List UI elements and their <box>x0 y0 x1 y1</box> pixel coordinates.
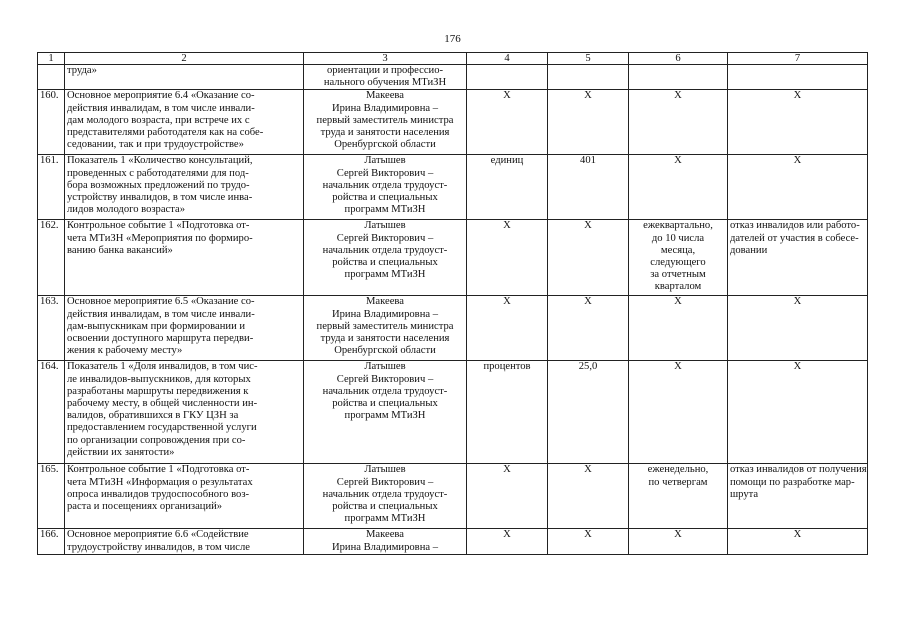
row-number: 161. <box>38 155 65 220</box>
column-number: 3 <box>304 53 467 65</box>
cell-line: Сергей Викторович – <box>336 232 434 244</box>
risk-note <box>728 464 868 529</box>
cell-line: рабочему месту, в общей численности ин- <box>67 398 258 410</box>
risk-note <box>728 529 868 555</box>
cell-line: X <box>793 296 802 308</box>
deadline <box>629 296 728 361</box>
item-description <box>65 65 304 90</box>
cell-line: X <box>674 361 682 373</box>
responsible-person <box>304 65 467 90</box>
cell-line: действия инвалидам, в том числе инвали- <box>67 308 255 320</box>
column-number: 2 <box>65 53 304 65</box>
deadline <box>629 90 728 155</box>
cell-line: Оренбургской области <box>334 139 436 151</box>
row-number: 163. <box>38 296 65 361</box>
cell-line: отказ инвалидов от получения <box>730 464 867 476</box>
cell-line: Латышев <box>364 464 406 476</box>
cell-line: отказ инвалидов или работо- <box>730 220 860 232</box>
cell-line: труда» <box>67 65 97 76</box>
deadline <box>629 65 728 90</box>
cell-line: чета МТиЗН «Информация о результатах <box>67 476 253 488</box>
cell-line: труда и занятости населения <box>320 127 450 139</box>
column-number: 7 <box>728 53 868 65</box>
cell-line: раста и посещениях организаций» <box>67 501 223 513</box>
item-description <box>65 529 304 555</box>
cell-line: по организации сопровождения при со- <box>67 434 246 446</box>
cell-line: предоставлением государственной услуги <box>67 422 257 434</box>
table-row <box>38 464 868 529</box>
risk-note <box>728 220 868 296</box>
cell-line: кварталом <box>654 281 702 293</box>
unit-of-measure <box>467 220 548 296</box>
cell-line: по четвергам <box>648 476 708 488</box>
cell-line: процентов <box>483 361 531 373</box>
row-number: 160. <box>38 90 65 155</box>
cell-line: Ирина Владимировна – <box>331 102 439 114</box>
cell-line: помощи по разработке мар- <box>730 476 855 488</box>
row-number: 164. <box>38 361 65 464</box>
row-number: 165. <box>38 464 65 529</box>
cell-line: начальник отдела трудоуст- <box>322 385 448 397</box>
cell-line: Основное мероприятие 6.5 «Оказание со- <box>67 296 255 308</box>
cell-line: единиц <box>490 155 524 167</box>
cell-line: начальник отдела трудоуст- <box>322 488 448 500</box>
row-number <box>38 65 65 90</box>
cell-line: Сергей Викторович – <box>336 373 434 385</box>
cell-line: X <box>793 155 802 167</box>
unit-of-measure <box>467 65 548 90</box>
cell-line: Оренбургской области <box>334 345 436 357</box>
cell-line: X <box>674 529 682 541</box>
item-description <box>65 464 304 529</box>
cell-line: Ирина Владимировна – <box>331 308 439 320</box>
cell-line: 25,0 <box>578 361 598 373</box>
item-description <box>65 90 304 155</box>
cell-line: следующего <box>650 257 706 269</box>
cell-line: чета МТиЗН «Мероприятия по формиро- <box>67 232 253 244</box>
cell-line: Латышев <box>364 361 406 373</box>
cell-line: ройства и специальных <box>332 192 438 204</box>
cell-line: Латышев <box>364 155 406 167</box>
cell-line: ориентации и профессио- <box>326 65 444 76</box>
responsible-person <box>304 529 467 555</box>
cell-line: программ МТиЗН <box>344 269 426 281</box>
cell-line: начальник отдела трудоуст- <box>322 179 448 191</box>
item-description <box>65 220 304 296</box>
deadline <box>629 361 728 464</box>
cell-line: X <box>793 361 802 373</box>
cell-line: X <box>584 529 592 541</box>
cell-line: седовании, так и при трудоустройстве» <box>67 139 244 151</box>
column-number: 4 <box>467 53 548 65</box>
cell-line: X <box>584 90 592 102</box>
unit-of-measure <box>467 361 548 464</box>
cell-line: первый заместитель министра <box>316 114 454 126</box>
cell-line: Основное мероприятие 6.6 «Содействие <box>67 529 249 541</box>
unit-of-measure <box>467 90 548 155</box>
risk-note <box>728 65 868 90</box>
target-value <box>548 220 629 296</box>
cell-line: жения к рабочему месту» <box>67 345 183 357</box>
cell-line: Показатель 1 «Доля инвалидов, в том чис- <box>67 361 258 373</box>
target-value <box>548 464 629 529</box>
cell-line: Сергей Викторович – <box>336 476 434 488</box>
cell-line: X <box>793 90 802 102</box>
cell-line: довании <box>730 244 768 256</box>
target-value <box>548 90 629 155</box>
table-row <box>38 296 868 361</box>
cell-line: Контрольное событие 1 «Подготовка от- <box>67 464 250 476</box>
table-row <box>38 90 868 155</box>
cell-line: программ МТиЗН <box>344 513 426 525</box>
table-row <box>38 155 868 220</box>
responsible-person <box>304 155 467 220</box>
cell-line: первый заместитель министра <box>316 320 454 332</box>
cell-line: X <box>674 155 682 167</box>
cell-line: валидов, обратившихся в ГКУ ЦЗН за <box>67 410 239 422</box>
deadline <box>629 155 728 220</box>
column-number-row <box>38 53 868 65</box>
cell-line: устройству инвалидов, в том числе инва- <box>67 192 253 204</box>
risk-note <box>728 361 868 464</box>
cell-line: Макеева <box>366 296 404 308</box>
risk-note <box>728 90 868 155</box>
cell-line: Сергей Викторович – <box>336 167 434 179</box>
cell-line: ройства и специальных <box>332 257 438 269</box>
cell-line: ежеквартально, <box>643 220 713 232</box>
deadline <box>629 464 728 529</box>
cell-line: Латышев <box>364 220 406 232</box>
unit-of-measure <box>467 155 548 220</box>
cell-line: бора возможных предложений по трудо- <box>67 179 250 191</box>
cell-line: начальник отдела трудоуст- <box>322 244 448 256</box>
target-value <box>548 529 629 555</box>
table-row <box>38 361 868 464</box>
cell-line: представителями работодателя как на собе- <box>67 127 264 139</box>
target-value <box>548 155 629 220</box>
cell-line: Ирина Владимировна – <box>331 541 439 553</box>
risk-note <box>728 296 868 361</box>
cell-line: X <box>674 296 682 308</box>
unit-of-measure <box>467 296 548 361</box>
item-description <box>65 361 304 464</box>
cell-line: ройства и специальных <box>332 398 438 410</box>
row-number: 166. <box>38 529 65 555</box>
cell-line: Показатель 1 «Количество консультаций, <box>67 155 253 167</box>
item-description <box>65 296 304 361</box>
cell-line: X <box>584 296 592 308</box>
target-value <box>548 65 629 90</box>
responsible-person <box>304 296 467 361</box>
column-number: 6 <box>629 53 728 65</box>
program-table <box>37 52 868 555</box>
responsible-person <box>304 90 467 155</box>
column-number: 1 <box>38 53 65 65</box>
cell-line: X <box>503 296 511 308</box>
responsible-person <box>304 361 467 464</box>
cell-line: месяца, <box>660 244 696 256</box>
target-value <box>548 361 629 464</box>
cell-line: 401 <box>580 155 596 167</box>
row-number: 162. <box>38 220 65 296</box>
cell-line: X <box>674 90 682 102</box>
column-number: 5 <box>548 53 629 65</box>
cell-line: X <box>503 529 511 541</box>
cell-line: программ МТиЗН <box>344 410 426 422</box>
item-description <box>65 155 304 220</box>
cell-line: нального обучения МТиЗН <box>323 77 447 89</box>
cell-line: X <box>503 90 511 102</box>
cell-line: шрута <box>730 488 759 500</box>
cell-line: действии их занятости» <box>67 446 175 458</box>
cell-line: освоении доступного маршрута передви- <box>67 333 254 345</box>
cell-line: опроса инвалидов трудоспособного воз- <box>67 488 250 500</box>
cell-line: еженедельно, <box>647 464 709 476</box>
cell-line: ройства и специальных <box>332 501 438 513</box>
deadline <box>629 220 728 296</box>
cell-line: лидов молодого возраста» <box>67 204 186 216</box>
cell-line: X <box>503 220 511 232</box>
cell-line: дам молодого возраста, при встрече их с <box>67 114 250 126</box>
cell-line: X <box>503 464 511 476</box>
responsible-person <box>304 464 467 529</box>
cell-line: разработаны маршруты передвижения к <box>67 385 249 397</box>
cell-line: X <box>584 220 592 232</box>
cell-line: ванию банка вакансий» <box>67 244 173 256</box>
unit-of-measure <box>467 529 548 555</box>
cell-line: дателей от участия в собесе- <box>730 232 859 244</box>
cell-line: X <box>793 529 802 541</box>
unit-of-measure <box>467 464 548 529</box>
cell-line: до 10 числа <box>651 232 705 244</box>
cell-line: программ МТиЗН <box>344 204 426 216</box>
table-row <box>38 220 868 296</box>
cell-line: X <box>584 464 592 476</box>
cell-line: Основное мероприятие 6.4 «Оказание со- <box>67 90 255 102</box>
table-row <box>38 65 868 90</box>
risk-note <box>728 155 868 220</box>
cell-line: проведенных с работодателями для под- <box>67 167 249 179</box>
deadline <box>629 529 728 555</box>
target-value <box>548 296 629 361</box>
cell-line: трудоустройству инвалидов, в том числе <box>67 541 250 553</box>
cell-line: Контрольное событие 1 «Подготовка от- <box>67 220 250 232</box>
cell-line: Макеева <box>366 529 404 541</box>
cell-line: ле инвалидов-выпускников, для которых <box>67 373 251 385</box>
page-number: 176 <box>444 33 461 45</box>
table-row <box>38 529 868 555</box>
cell-line: действия инвалидам, в том числе инвали- <box>67 102 255 114</box>
cell-line: за отчетным <box>650 269 706 281</box>
cell-line: Макеева <box>366 90 404 102</box>
responsible-person <box>304 220 467 296</box>
cell-line: труда и занятости населения <box>320 333 450 345</box>
cell-line: дам-выпускникам при формировании и <box>67 320 246 332</box>
